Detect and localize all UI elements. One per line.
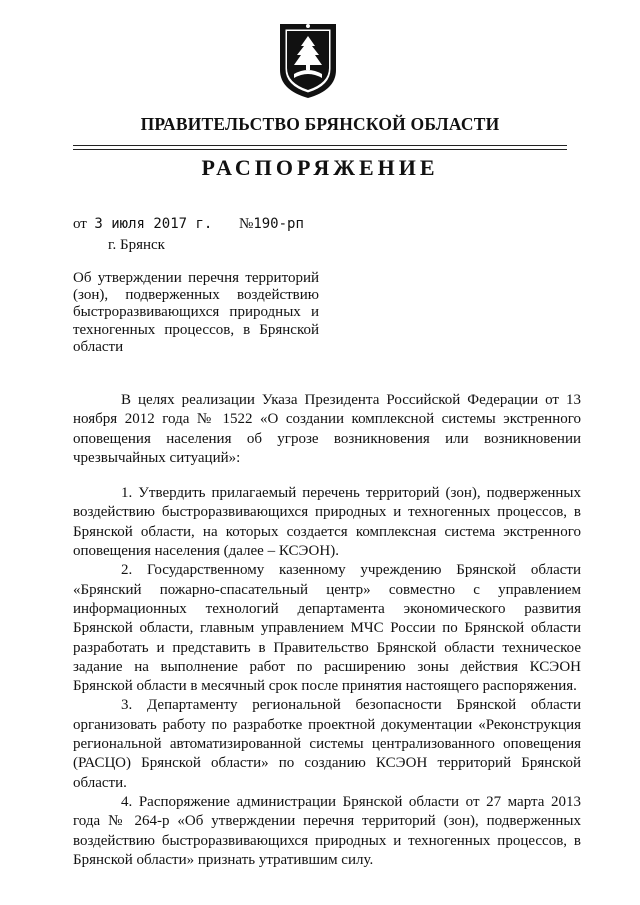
number-line <box>239 216 304 233</box>
organization-title: ПРАВИТЕЛЬСТВО БРЯНСКОЙ ОБЛАСТИ <box>140 114 500 134</box>
item-paragraph-1: 1. Утвердить прилагаемый перечень территорий (зон), подверженных воздействию быстроразвивающихся природных и техногенных процессов, в Брянской области, на которых создается комплексная система экстренного оповещения населения (далее – КСЭОН). <box>73 485 581 560</box>
document-body <box>73 391 581 870</box>
preamble-paragraph: В целях реализации Указа Президента Российской Федерации от 13 ноября 2012 года № 1522 «О создании комплексной системы экстренного оповещения населения об угрозе возникновения или возникновении чрезвычайных ситуаций»: <box>73 392 581 466</box>
coat-of-arms-icon <box>276 18 340 102</box>
document-type-title: РАСПОРЯЖЕНИЕ <box>201 155 439 180</box>
number-sign: № <box>239 216 254 232</box>
document-date: 3 июля 2017 г. <box>94 216 213 232</box>
header-divider-second <box>73 149 567 150</box>
date-line <box>73 216 212 233</box>
header-divider <box>73 145 567 146</box>
issue-city: г. Брянск <box>108 237 165 253</box>
item-paragraph-2: 2. Государственному казенному учреждению Брянской области «Брянский пожарно-спасательный центр» совместно с управлением информационных технологий департамента экономического развития Брянской области, главным управлением МЧС России по Брянской области разработать и представить в Правительство Брянской области техническое задание на выполнение работ по расширению зоны действия КСЭОН Брянской области в месячный срок после принятия настоящего распоряжения. <box>73 562 581 695</box>
document-number: 190-рп <box>253 216 304 232</box>
item-paragraph-3: 3. Департаменту региональной безопасности Брянской области организовать работу по разработке проектной документации «Реконструкция региональной автоматизированной системы централизованного оповещения (РАСЦО) Брянской области» по созданию КСЭОН территорий Брянской области. <box>73 697 581 791</box>
document-subject: Об утверждении перечня территорий (зон), подверженных воздействию быстроразвивающихся природных и техногенных процессов, в Брянской области <box>73 270 319 355</box>
item-paragraph-4: 4. Распоряжение администрации Брянской области от 27 марта 2013 года № 264-р «Об утверждении перечня территорий (зон), подверженных воздействию быстроразвивающихся природных и техногенных процессов, в Брянской области» признать утратившим силу. <box>73 793 581 868</box>
date-prefix: от <box>73 216 87 232</box>
